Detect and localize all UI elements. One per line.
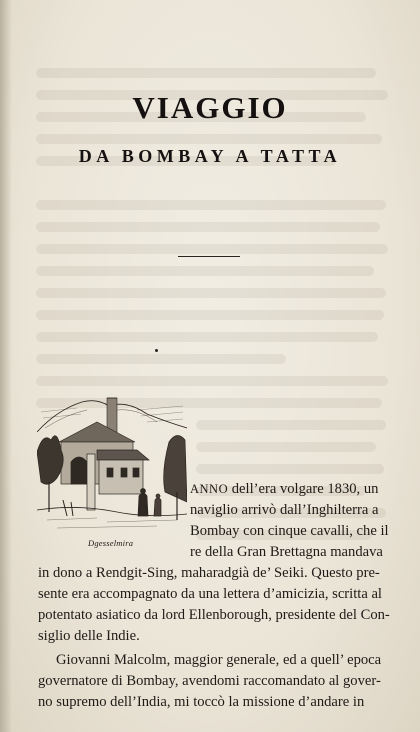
engraving-illustration xyxy=(37,392,187,537)
body-line-dropcap xyxy=(190,479,378,501)
dropcap-word: ANNO xyxy=(190,482,229,496)
body-line: Giovanni Malcolm, maggior generale, ed a quell’ epoca xyxy=(56,652,382,668)
illustration-caption: Dgesselmira xyxy=(88,538,134,548)
page-subtitle: DA BOMBAY A TATTA xyxy=(78,146,342,166)
body-line: siglio delle Indie. xyxy=(38,628,140,644)
body-line: sente era accompagnato da una lettera d’amicizia, scritta al xyxy=(38,586,382,602)
body-line: in dono a Rendgit-Sing, maharadgià de’ Seiki. Questo pre- xyxy=(38,565,380,581)
body-line: naviglio arrivò dall’Inghilterra a xyxy=(190,502,379,518)
dropcap-line-rest: dell’era volgare 1830, un xyxy=(228,481,379,497)
body-line: re della Gran Brettagna mandava xyxy=(190,544,383,560)
body-line: potentato asiatico da lord Ellenborough, presidente del Con- xyxy=(38,607,390,623)
title-rule xyxy=(178,256,240,257)
body-line: Bombay con cinque cavalli, che il xyxy=(190,523,389,539)
page-title: VIAGGIO xyxy=(132,90,288,125)
ornament-dot xyxy=(155,349,158,352)
body-line: governatore di Bombay, avendomi raccomandato al gover- xyxy=(38,673,381,689)
body-line: no supremo dell’India, mi toccò la missione d’andare in xyxy=(38,694,365,710)
